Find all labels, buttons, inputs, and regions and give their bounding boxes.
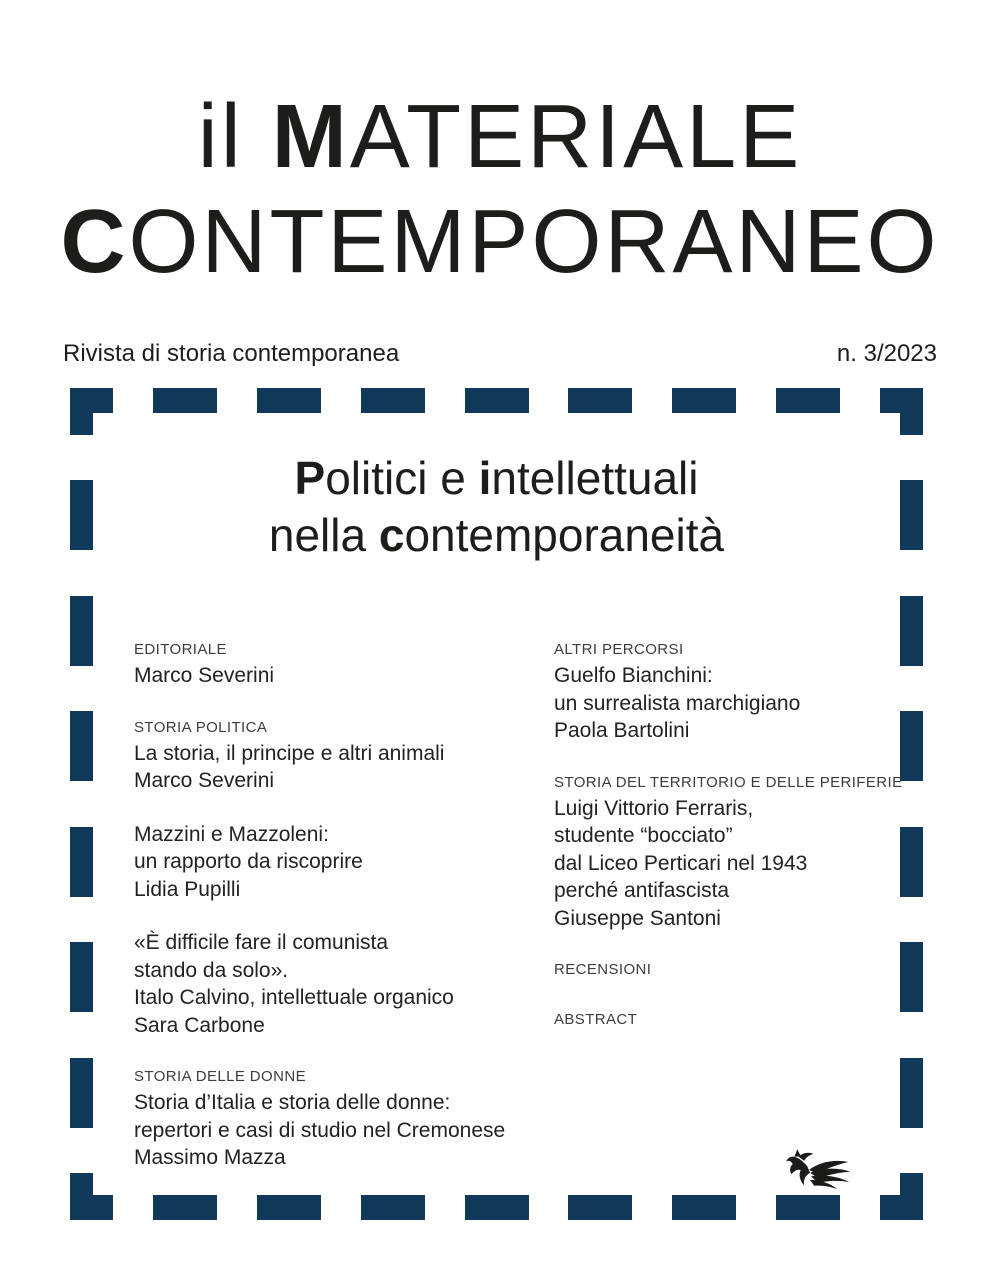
toc-line: Storia d’Italia e storia delle donne: — [134, 1091, 451, 1114]
border-dash — [776, 388, 840, 413]
border-corner-top-right — [900, 388, 923, 435]
pegasus-logo-icon — [779, 1140, 863, 1192]
toc-line: repertori e casi di studio nel Cremonese — [134, 1118, 506, 1142]
cover-title-segment: nella — [268, 509, 379, 561]
toc-entry — [134, 716, 554, 795]
toc-category: STORIA POLITICA — [134, 718, 268, 736]
toc-line: Luigi Vittorio Ferraris, — [554, 796, 754, 820]
border-dash — [568, 1195, 632, 1220]
table-of-contents — [134, 638, 923, 1198]
toc-line: Marco Severini — [134, 664, 275, 687]
cover-title-line2 — [70, 507, 923, 564]
toc-entry — [134, 638, 554, 690]
masthead-line1 — [0, 85, 1000, 190]
toc-category: ABSTRACT — [554, 1011, 638, 1028]
dashed-border-frame — [70, 388, 923, 1220]
toc-entry — [134, 821, 554, 904]
toc-line: un surrealista marchigiano — [554, 691, 801, 715]
toc-line: Marco Severini — [134, 769, 275, 792]
toc-line: Massimo Mazza — [134, 1146, 286, 1169]
toc-entry — [554, 1008, 923, 1032]
toc-entry — [554, 771, 923, 933]
toc-line: un rapporto da riscoprire — [134, 850, 363, 873]
border-dash — [257, 1195, 321, 1220]
toc-entry — [554, 958, 923, 982]
toc-line: «È difficile fare il comunista — [134, 931, 389, 954]
masthead-text: il — [197, 87, 272, 187]
masthead-text: ONTEMPORANEO — [128, 192, 940, 292]
cover-title-segment: olitici e — [325, 452, 479, 504]
toc-line: stando da solo». — [134, 958, 289, 982]
border-dash — [776, 1195, 840, 1220]
cover-title-segment: c — [378, 509, 405, 561]
border-corner-bottom-left — [70, 1173, 93, 1220]
border-dash — [361, 1195, 425, 1220]
border-dash — [70, 1058, 93, 1128]
border-dash — [70, 827, 93, 897]
masthead-line2 — [0, 190, 1000, 295]
cover-title-segment: P — [294, 452, 326, 504]
toc-entry — [134, 1065, 554, 1172]
border-corner-top-left — [70, 388, 93, 435]
border-bottom — [113, 1195, 880, 1220]
issue-number: n. 3/2023 — [836, 340, 937, 367]
toc-line: La storia, il principe e altri animali — [134, 741, 445, 765]
journal-subtitle: Rivista di storia contemporanea — [63, 340, 400, 367]
toc-category: STORIA DEL TERRITORIO E DELLE PERIFERIE — [554, 773, 903, 791]
border-dash — [70, 711, 93, 781]
cover-title — [70, 450, 923, 564]
toc-category: ALTRI PERCORSI — [554, 641, 684, 658]
border-dash — [153, 388, 217, 413]
toc-line: Lidia Pupilli — [134, 877, 241, 901]
toc-entry — [554, 638, 923, 745]
toc-line: studente “bocciato” — [554, 824, 733, 847]
border-dash — [465, 1195, 529, 1220]
border-dash — [153, 1195, 217, 1220]
toc-line: Paola Bartolini — [554, 719, 690, 742]
masthead-text-bold: M — [271, 87, 350, 187]
masthead — [0, 85, 1000, 295]
border-dash — [70, 942, 93, 1012]
toc-line: Italo Calvino, intellettuale organico — [134, 986, 454, 1009]
toc-line: dal Liceo Perticari nel 1943 — [554, 851, 808, 875]
border-dash — [257, 388, 321, 413]
toc-category: EDITORIALE — [134, 641, 227, 658]
cover-title-segment: ontemporaneità — [404, 509, 725, 561]
border-top — [113, 388, 880, 413]
border-dash — [361, 388, 425, 413]
toc-left-column — [134, 638, 554, 1198]
toc-line: Mazzini e Mazzoleni: — [134, 822, 329, 846]
border-dash — [672, 1195, 736, 1220]
cover-title-line1 — [70, 450, 923, 507]
masthead-text: ATERIALE — [349, 87, 803, 187]
toc-line: Guelfo Bianchini: — [554, 664, 713, 687]
toc-category: RECENSIONI — [554, 961, 652, 978]
masthead-text-bold: C — [60, 192, 129, 292]
toc-category: STORIA DELLE DONNE — [134, 1068, 306, 1085]
border-dash — [465, 388, 529, 413]
toc-line: Sara Carbone — [134, 1013, 265, 1037]
border-dash — [70, 596, 93, 666]
issue-row — [63, 340, 937, 368]
cover-title-segment: ntellettuali — [491, 452, 699, 504]
border-dash — [568, 388, 632, 413]
cover-title-segment: i — [478, 452, 492, 504]
toc-entry — [134, 929, 554, 1039]
toc-right-column — [554, 638, 923, 1198]
toc-line: perché antifascista — [554, 879, 730, 902]
toc-line: Giuseppe Santoni — [554, 906, 721, 930]
border-dash — [672, 388, 736, 413]
